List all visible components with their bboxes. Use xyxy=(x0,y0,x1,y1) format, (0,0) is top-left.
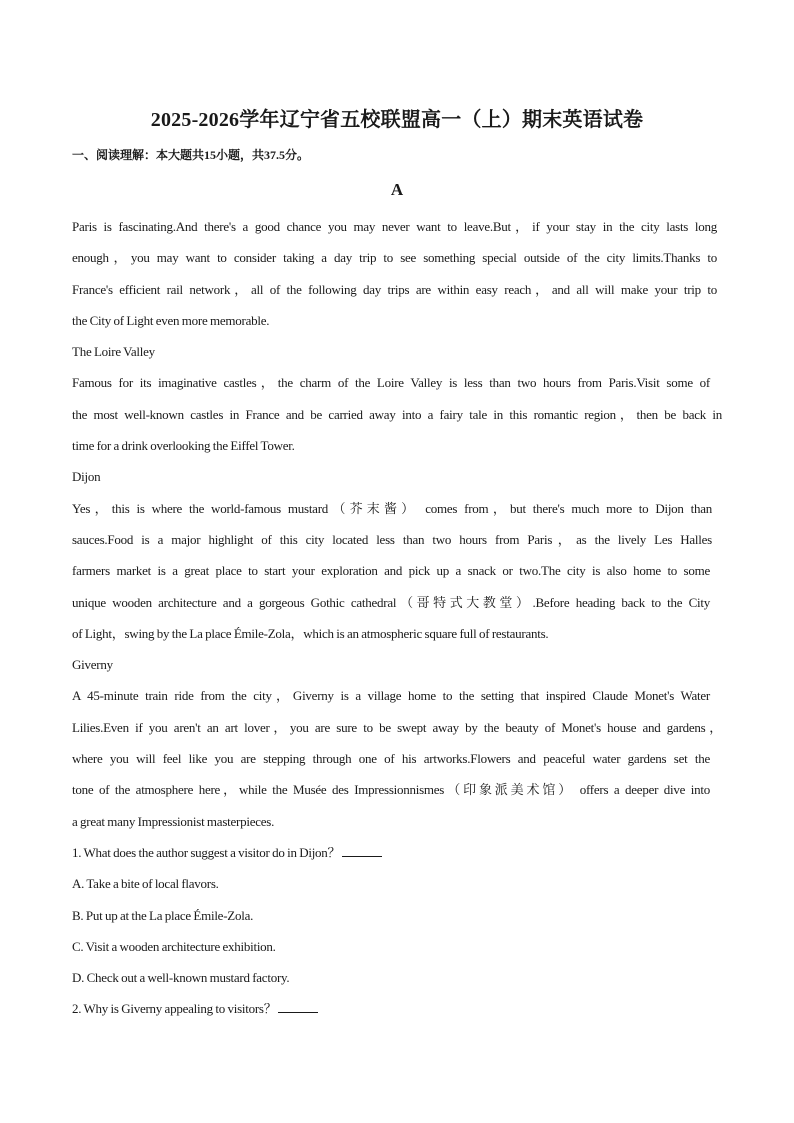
passage-line: Lilies.Even if you aren't an art lover，you are sure to be swept away by the beauty of Monet's house and gardens， xyxy=(72,719,722,735)
passage-line: the City of Light even more memorable. xyxy=(72,312,270,328)
subheading-loire: The Loire Valley xyxy=(72,344,155,360)
passage-line: tone of the atmosphere here，while the Musée des Impressionnismes（印象派美术馆） offers a deeper dive into xyxy=(72,782,710,798)
passage-line: sauces.Food is a major highlight of this city located less than two hours from Paris，as the lively Les Halles xyxy=(72,531,712,547)
question-2 xyxy=(72,999,732,1030)
subheading-dijon: Dijon xyxy=(72,469,101,485)
passage-line: unique wooden architecture and a gorgeous Gothic cathedral（哥特式大教堂）.Before heading back to the City xyxy=(72,594,710,610)
question-stem: 1. What does the author suggest a visitor do in Dijon？ xyxy=(72,844,341,860)
question-option: C. Visit a wooden architecture exhibition. xyxy=(72,938,276,954)
answer-blank[interactable] xyxy=(278,1000,318,1013)
passage-line: enough，you may want to consider taking a day trip to see something special outside of the city limits.Thanks to xyxy=(72,250,717,266)
passage-line: the most well-known castles in France and be carried away into a fairy tale in this romantic region，then be back in xyxy=(72,406,722,422)
question-option: D. Check out a well-known mustard factory. xyxy=(72,970,290,986)
question-option: B. Put up at the La place Émile-Zola. xyxy=(72,907,254,923)
passage-line: Famous for its imaginative castles，the charm of the Loire Valley is less than two hours from Paris.Visit some of xyxy=(72,375,710,391)
passage-line: Yes，this is where the world-famous mustard（芥末酱） comes from，but there's much more to Dijon than xyxy=(72,500,712,516)
passage-label: A xyxy=(390,180,404,199)
section-heading: 一、阅读理解：本大题共15小题，共37.5分。 xyxy=(72,148,310,162)
question-1 xyxy=(72,843,732,874)
passage-body xyxy=(72,217,732,1031)
passage-line: Paris is fascinating.And there's a good chance you may never want to leave.But，if your stay in the city lasts long xyxy=(72,219,717,234)
passage-line: of Light，swing by the La place Émile-Zola，which is an atmospheric square full of restaurants. xyxy=(72,625,549,641)
passage-line: where you will feel like you are stepping through one of his artworks.Flowers and peaceful water gardens set the xyxy=(72,751,710,767)
passage-line: France's efficient rail network，all of the following day trips are within easy reach，and all will make your trip to xyxy=(72,281,717,297)
exam-title: 2025-2026学年辽宁省五校联盟高一（上）期末英语试卷 xyxy=(150,109,644,131)
question-option: A. Take a bite of local flavors. xyxy=(72,876,219,892)
passage-line: a great many Impressionist masterpieces. xyxy=(72,813,275,829)
passage-line: farmers market is a great place to start your exploration and pick up a snack or two.The city is also home to some xyxy=(72,563,710,579)
question-stem: 2. Why is Giverny appealing to visitors？ xyxy=(72,1001,277,1017)
subheading-giverny: Giverny xyxy=(72,657,113,673)
answer-blank[interactable] xyxy=(342,844,382,857)
passage-line: A 45-minute train ride from the city，Giverny is a village home to the setting that inspired Claude Monet's Water xyxy=(72,688,710,704)
passage-line: time for a drink overlooking the Eiffel Tower. xyxy=(72,438,295,454)
